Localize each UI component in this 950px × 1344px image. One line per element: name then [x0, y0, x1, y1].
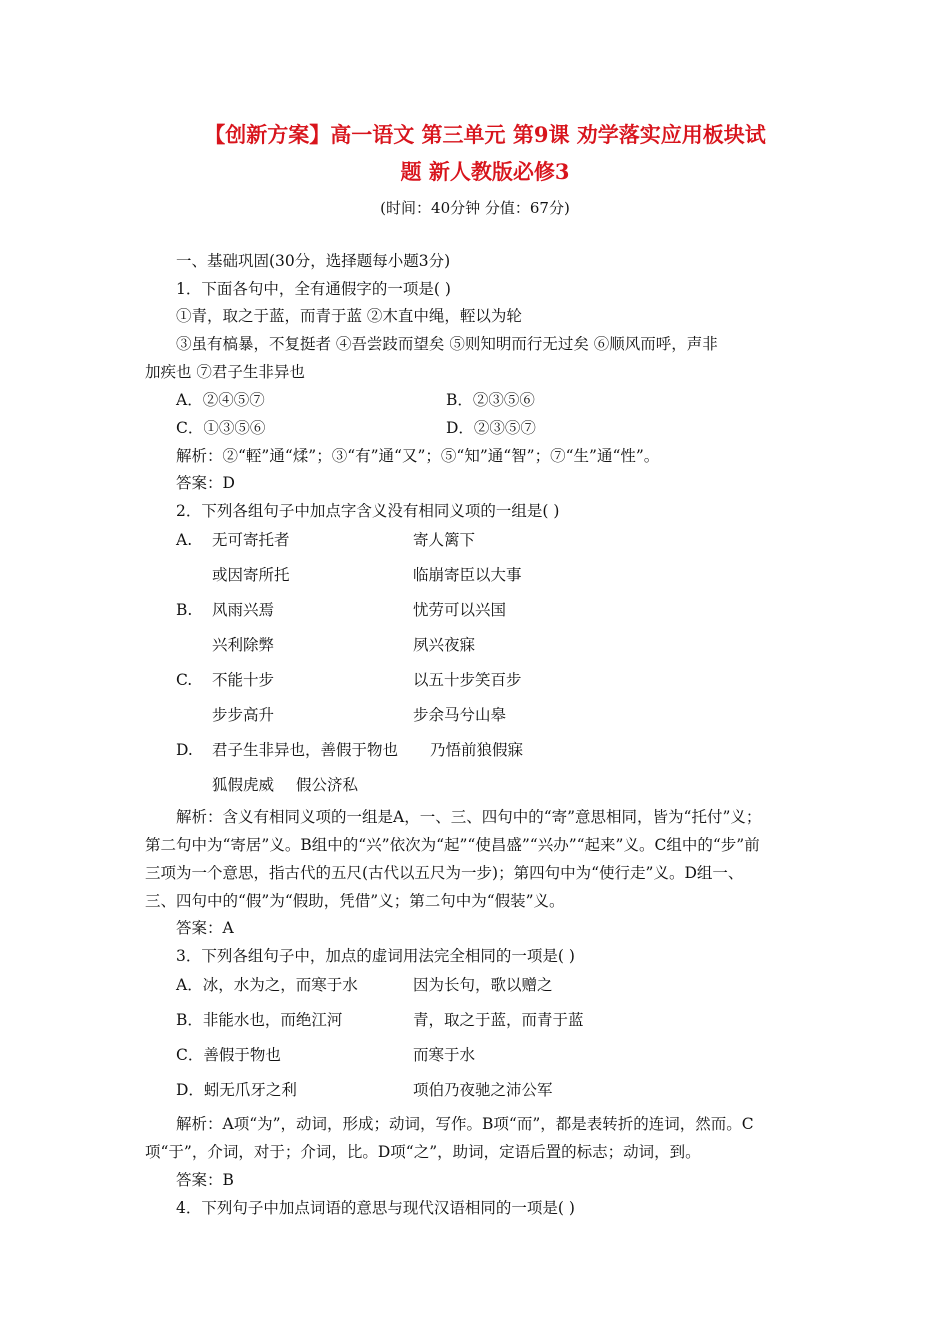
q1-answer: 答案：D [176, 474, 235, 492]
q2-option-b-item4: 夙兴夜寐 [413, 636, 476, 654]
q2-option-a-item2: 寄人篱下 [413, 531, 476, 549]
q1-stem: 1．下面各句中，全有通假字的一项是( ) [176, 280, 451, 298]
q2-analysis-line3: 三项为一个意思，指古代的五尺(古代以五尺为一步)；第四句中为“使行走”义。D组一、 [145, 864, 744, 882]
q3-option-c-left: C．善假于物也 [176, 1046, 281, 1064]
q2-analysis-line2: 第二句中为“寄居”义。B组中的“兴”依次为“起”“使昌盛”“兴办”“起来”义。C组中的“步”前 [145, 836, 760, 854]
q2-option-d-item3: 狐假虎威 [212, 776, 275, 794]
q1-analysis: 解析：②“䡖”通“煣”；③“有”通“又”；⑤“知”通“智”；⑦“生”通“性”。 [176, 447, 660, 465]
q2-answer: 答案：A [176, 919, 234, 937]
q3-option-a-right: 因为长句，歌以赠之 [413, 976, 553, 994]
q2-option-b-label: B. [176, 601, 193, 619]
q2-option-d-item4: 假公济私 [296, 776, 359, 794]
q2-option-c-item1: 不能十步 [212, 671, 275, 689]
q1-sentences-line1: ①青，取之于蓝，而青于蓝 ②木直中绳，䡖以为轮 [176, 307, 522, 325]
q2-option-d-item1: 君子生非异也，善假于物也 [212, 741, 399, 759]
q3-option-c-right: 而寒于水 [413, 1046, 476, 1064]
q1-sentences-line2: ③虽有槁暴，不复挺者 ④吾尝跂而望矣 ⑤则知明而行无过矣 ⑥顺风而呼，声非 [176, 335, 718, 353]
q2-analysis-line1: 解析：含义有相同义项的一组是A，一、三、四句中的“寄”意思相同，皆为“托付”义； [176, 808, 762, 826]
q2-analysis-line4: 三、四句中的“假”为“假助，凭借”义；第二句中为“假装”义。 [145, 892, 565, 910]
q2-option-d-label: D. [176, 741, 193, 759]
q3-option-d-right: 项伯乃夜驰之沛公军 [413, 1081, 553, 1099]
q3-analysis-line1: 解析：A项“为”，动词，形成；动词，写作。B项“而”，都是表转折的连词，然而。C [176, 1115, 754, 1133]
q3-option-d-left: D．蚓无爪牙之利 [176, 1081, 297, 1099]
q3-option-b-right: 青，取之于蓝，而青于蓝 [413, 1011, 584, 1029]
q2-stem: 2．下列各组句子中加点字含义没有相同义项的一组是( ) [176, 502, 560, 520]
q2-option-c-item2: 以五十步笑百步 [413, 671, 522, 689]
q1-sentences-line3: 加疾也 ⑦君子生非异也 [145, 363, 305, 381]
section-heading: 一、基础巩固(30分，选择题每小题3分) [176, 252, 451, 270]
q3-stem: 3．下列各组句子中，加点的虚词用法完全相同的一项是( ) [176, 947, 575, 965]
q1-option-a: A．②④⑤⑦ [176, 391, 265, 409]
q2-option-b-item2: 忧劳可以兴国 [413, 601, 507, 619]
q3-option-b-left: B．非能水也，而绝江河 [176, 1011, 343, 1029]
q3-analysis-line2: 项“于”，介词，对于；介词，比。D项“之”，助词，定语后置的标志；动词，到。 [145, 1143, 701, 1161]
q2-option-a-item1: 无可寄托者 [212, 531, 290, 549]
q2-option-a-item4: 临崩寄臣以大事 [413, 566, 522, 584]
q2-option-a-label: A. [176, 531, 193, 549]
q2-option-b-item1: 风雨兴焉 [212, 601, 275, 619]
q2-option-c-item4: 步余马兮山皋 [413, 706, 507, 724]
q1-option-d: D．②③⑤⑦ [446, 419, 536, 437]
q2-option-b-item3: 兴利除弊 [212, 636, 275, 654]
q3-answer: 答案：B [176, 1171, 234, 1189]
q1-option-c: C．①③⑤⑥ [176, 419, 266, 437]
q2-option-c-label: C. [176, 671, 193, 689]
q2-option-d-item2: 乃悟前狼假寐 [430, 741, 524, 759]
doc-title-line1: 【创新方案】高一语文 第三单元 第9课 劝学落实应用板块试 [204, 122, 766, 147]
q3-option-a-left: A．冰，水为之，而寒于水 [176, 976, 358, 994]
q1-option-b: B．②③⑤⑥ [446, 391, 535, 409]
doc-subtitle: (时间：40分钟 分值：67分) [380, 199, 570, 217]
doc-title-line2: 题 新人教版必修3 [400, 159, 570, 184]
q2-option-c-item3: 步步高升 [212, 706, 275, 724]
q2-option-a-item3: 或因寄所托 [212, 566, 290, 584]
q4-stem: 4．下列句子中加点词语的意思与现代汉语相同的一项是( ) [176, 1199, 575, 1217]
